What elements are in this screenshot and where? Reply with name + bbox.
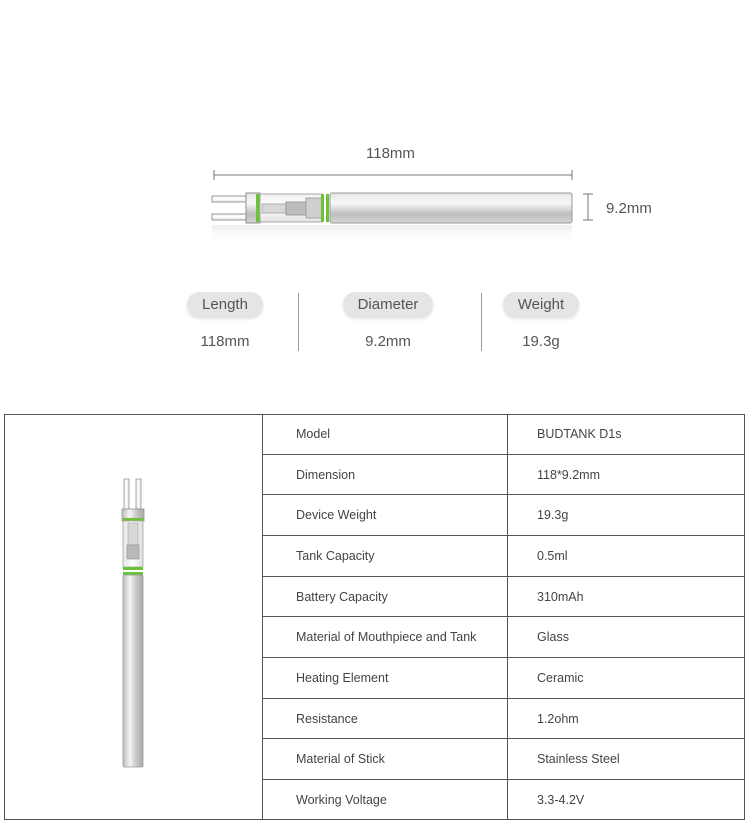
spec-key: Working Voltage xyxy=(263,780,508,819)
stat-diameter xyxy=(313,292,463,350)
table-row xyxy=(263,780,745,819)
table-row xyxy=(263,495,745,536)
pen-horizontal-image xyxy=(0,0,750,270)
stat-divider xyxy=(298,293,299,351)
spec-key: Heating Element xyxy=(263,658,508,699)
spec-value: Glass xyxy=(508,617,745,658)
table-row xyxy=(263,454,745,495)
seal-ring-1 xyxy=(256,194,260,222)
length-dimension-label: 118mm xyxy=(366,145,415,162)
spec-value: 118*9.2mm xyxy=(508,454,745,495)
spec-key: Tank Capacity xyxy=(263,536,508,577)
spec-key: Dimension xyxy=(263,454,508,495)
table-row xyxy=(263,698,745,739)
table-row xyxy=(263,658,745,699)
stat-weight xyxy=(466,292,616,350)
pen-vertical-image xyxy=(5,415,262,819)
pen-vertical-image-cell xyxy=(5,415,262,819)
table-row xyxy=(263,617,745,658)
spec-value: 310mAh xyxy=(508,576,745,617)
diameter-dimension-line xyxy=(583,194,593,220)
stat-length-value: 118mm xyxy=(200,333,250,350)
stat-diameter-label: Diameter xyxy=(343,292,434,317)
table-row xyxy=(263,739,745,780)
battery-body xyxy=(330,193,572,223)
spec-key: Material of Stick xyxy=(263,739,508,780)
spec-key: Device Weight xyxy=(263,495,508,536)
stat-length xyxy=(150,292,300,350)
spec-key: Resistance xyxy=(263,698,508,739)
diameter-dimension-label: 9.2mm xyxy=(606,200,652,217)
stat-diameter-value: 9.2mm xyxy=(365,333,411,350)
spec-key: Material of Mouthpiece and Tank xyxy=(263,617,508,658)
seal-ring-3 xyxy=(326,194,329,222)
spec-value: 19.3g xyxy=(508,495,745,536)
spec-section xyxy=(4,414,745,820)
stat-length-label: Length xyxy=(187,292,263,317)
table-row xyxy=(263,576,745,617)
spec-value: Stainless Steel xyxy=(508,739,745,780)
mouthpiece xyxy=(212,196,246,220)
spec-key: Model xyxy=(263,415,508,454)
pen-reflection xyxy=(212,225,572,247)
spec-value: 0.5ml xyxy=(508,536,745,577)
length-dimension-line xyxy=(214,170,572,180)
stat-weight-label: Weight xyxy=(503,292,579,317)
spec-value: 3.3-4.2V xyxy=(508,780,745,819)
table-row xyxy=(263,415,745,454)
table-row xyxy=(263,536,745,577)
spec-value: 1.2ohm xyxy=(508,698,745,739)
spec-key: Battery Capacity xyxy=(263,576,508,617)
stat-weight-value: 19.3g xyxy=(522,333,560,350)
seal-ring-2 xyxy=(321,194,324,222)
glass-tank xyxy=(260,194,322,222)
spec-table xyxy=(262,415,744,819)
spec-value: Ceramic xyxy=(508,658,745,699)
spec-value: BUDTANK D1s xyxy=(508,415,745,454)
dimension-illustration xyxy=(0,0,750,270)
